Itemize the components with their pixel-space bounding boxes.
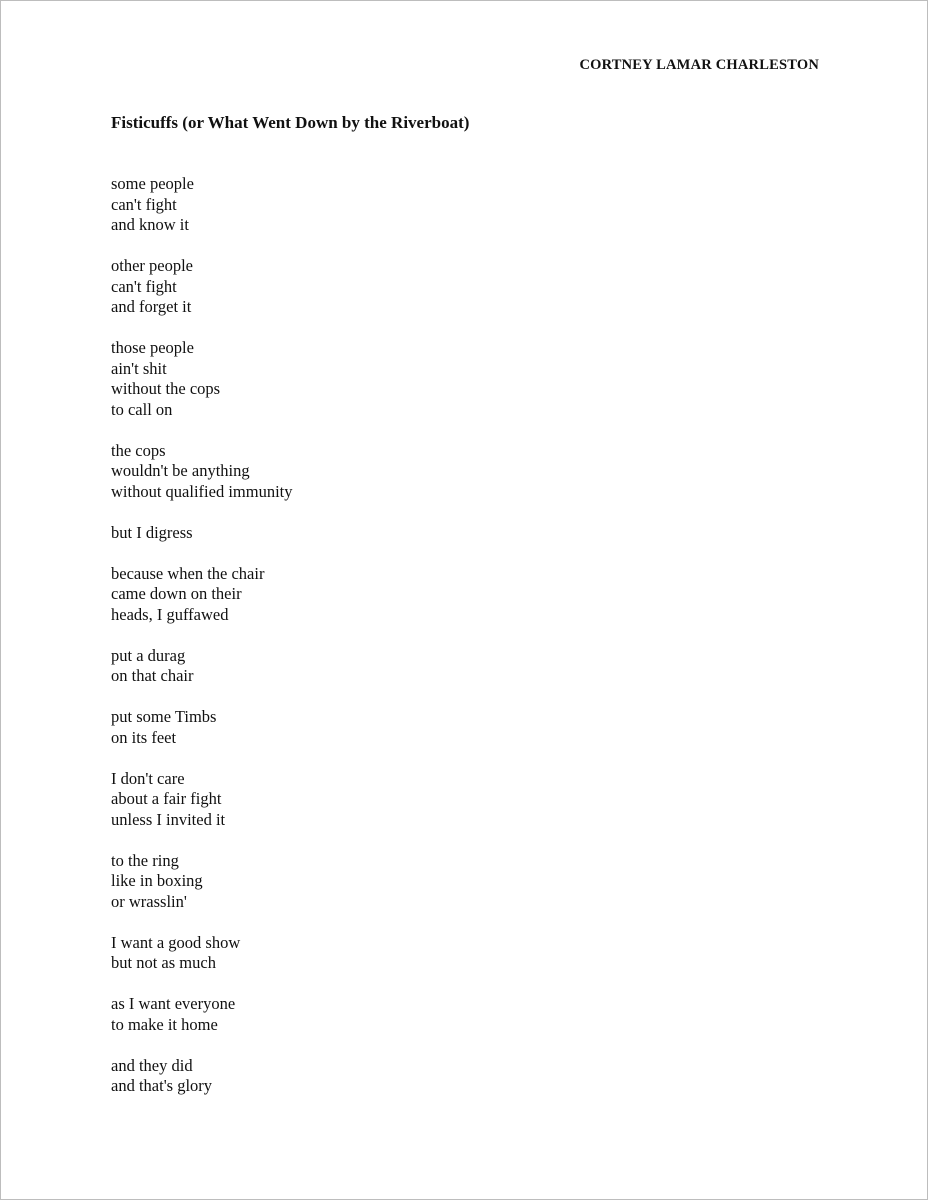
poem-title: Fisticuffs (or What Went Down by the Riverboat) — [111, 113, 470, 132]
poem-stanza — [111, 256, 292, 318]
poem-stanza — [111, 646, 292, 687]
poem-line: the cops — [111, 440, 166, 460]
poem-body — [111, 174, 292, 1117]
poem-line: because when the chair — [111, 563, 265, 583]
poem-line: without qualified immunity — [111, 481, 293, 501]
author-name: CORTNEY LAMAR CHARLESTON — [579, 57, 819, 73]
poem-stanza — [111, 933, 292, 974]
poem-stanza — [111, 707, 292, 748]
poem-line: wouldn't be anything — [111, 461, 250, 480]
poem-stanza — [111, 338, 292, 420]
poem-line: can't fight — [111, 276, 177, 296]
poem-line: other people — [111, 256, 194, 275]
poem-stanza — [111, 441, 292, 503]
poem-line: or wrasslin' — [111, 891, 187, 911]
poem-line: but I digress — [111, 522, 193, 542]
poem-stanza — [111, 523, 292, 544]
poem-line: I don't care — [111, 768, 185, 788]
poem-line: put some Timbs — [111, 707, 217, 726]
poem-line: and know it — [111, 215, 189, 234]
poem-line: and they did — [111, 1055, 193, 1075]
poem-line: came down on their — [111, 584, 242, 603]
poem-line: to call on — [111, 399, 173, 419]
poem-stanza — [111, 769, 292, 831]
poem-line: some people — [111, 174, 194, 193]
poem-stanza — [111, 564, 292, 626]
poem-line: on that chair — [111, 666, 194, 685]
poem-line: I want a good show — [111, 932, 241, 952]
poem-line: unless I invited it — [111, 809, 226, 829]
poem-line: can't fight — [111, 194, 177, 214]
poem-line: and forget it — [111, 297, 192, 316]
poem-line: and that's glory — [111, 1076, 213, 1095]
poem-line: about a fair fight — [111, 789, 222, 808]
poem-stanza — [111, 1056, 292, 1097]
poem-line: to make it home — [111, 1014, 218, 1034]
poem-line: those people — [111, 338, 194, 357]
poem-line: like in boxing — [111, 871, 203, 890]
poem-line: ain't shit — [111, 358, 167, 378]
poem-line: but not as much — [111, 953, 216, 972]
poem-line: without the cops — [111, 379, 221, 398]
poem-stanza — [111, 851, 292, 913]
poem-line: to the ring — [111, 850, 179, 870]
poem-line: on its feet — [111, 727, 177, 747]
poem-stanza — [111, 174, 292, 236]
poem-stanza — [111, 994, 292, 1035]
poem-line: as I want everyone — [111, 994, 236, 1013]
poem-line: put a durag — [111, 645, 186, 665]
poem-line: heads, I guffawed — [111, 604, 229, 624]
